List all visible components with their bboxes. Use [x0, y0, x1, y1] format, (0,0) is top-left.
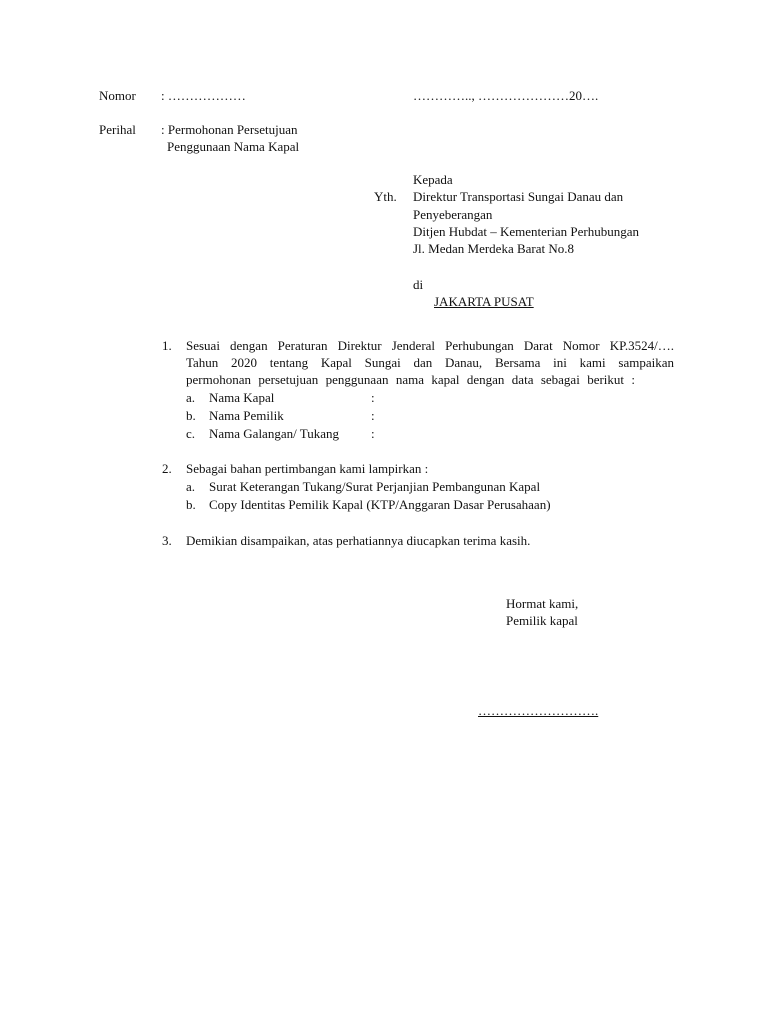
- p1-item-colon: :: [371, 390, 375, 405]
- yth-label: Yth.: [374, 189, 397, 204]
- nomor-label: Nomor: [99, 88, 136, 103]
- p1-item-colon: :: [371, 408, 375, 423]
- p1-item-letter: a.: [186, 390, 196, 405]
- perihal-label: Perihal: [99, 122, 136, 137]
- date-line: ………….., …………………20….: [413, 88, 599, 103]
- p1-item-label: Nama Galangan/ Tukang: [209, 426, 339, 441]
- kepada-label: Kepada: [413, 172, 453, 187]
- recipient-line3: Ditjen Hubdat – Kementerian Perhubungan: [413, 224, 639, 239]
- p3-line1: Demikian disampaikan, atas perhatiannya diucapkan terima kasih.: [186, 533, 531, 548]
- p2-item-letter: b.: [186, 497, 196, 512]
- p3-number: 3.: [162, 533, 172, 548]
- p1-item-colon: :: [371, 426, 375, 441]
- di-label: di: [413, 277, 424, 292]
- p2-item-letter: a.: [186, 479, 196, 494]
- p1-line1: Sesuai dengan Peraturan Direktur Jenderal Perhubungan Darat Nomor KP.3524/….: [186, 338, 674, 353]
- recipient-line4: Jl. Medan Merdeka Barat No.8: [413, 241, 575, 256]
- p1-item-label: Nama Kapal: [209, 390, 275, 405]
- p2-line1: Sebagai bahan pertimbangan kami lampirkan :: [186, 461, 429, 476]
- closing-line1: Hormat kami,: [506, 596, 579, 611]
- closing-line2: Pemilik kapal: [506, 613, 578, 628]
- recipient-line1: Direktur Transportasi Sungai Danau dan: [413, 189, 624, 204]
- signature-line: ……………………….: [478, 703, 599, 718]
- p1-line2: Tahun 2020 tentang Kapal Sungai dan Danau, Bersama ini kami sampaikan: [186, 355, 674, 370]
- p1-line3: permohonan persetujuan penggunaan nama kapal dengan data sebagai berikut :: [186, 372, 635, 387]
- p2-number: 2.: [162, 461, 172, 476]
- city-label: JAKARTA PUSAT: [434, 294, 534, 309]
- p2-item-text: Copy Identitas Pemilik Kapal (KTP/Anggaran Dasar Perusahaan): [209, 497, 551, 512]
- perihal-line2: Penggunaan Nama Kapal: [167, 139, 300, 154]
- p1-item-letter: b.: [186, 408, 196, 423]
- perihal-line1: : Permohonan Persetujuan: [161, 122, 298, 137]
- nomor-value: : ………………: [161, 88, 246, 103]
- p1-item-label: Nama Pemilik: [209, 408, 284, 423]
- p2-item-text: Surat Keterangan Tukang/Surat Perjanjian Pembangunan Kapal: [209, 479, 541, 494]
- p1-item-letter: c.: [186, 426, 196, 441]
- p1-number: 1.: [162, 338, 172, 353]
- recipient-line2: Penyeberangan: [413, 207, 493, 222]
